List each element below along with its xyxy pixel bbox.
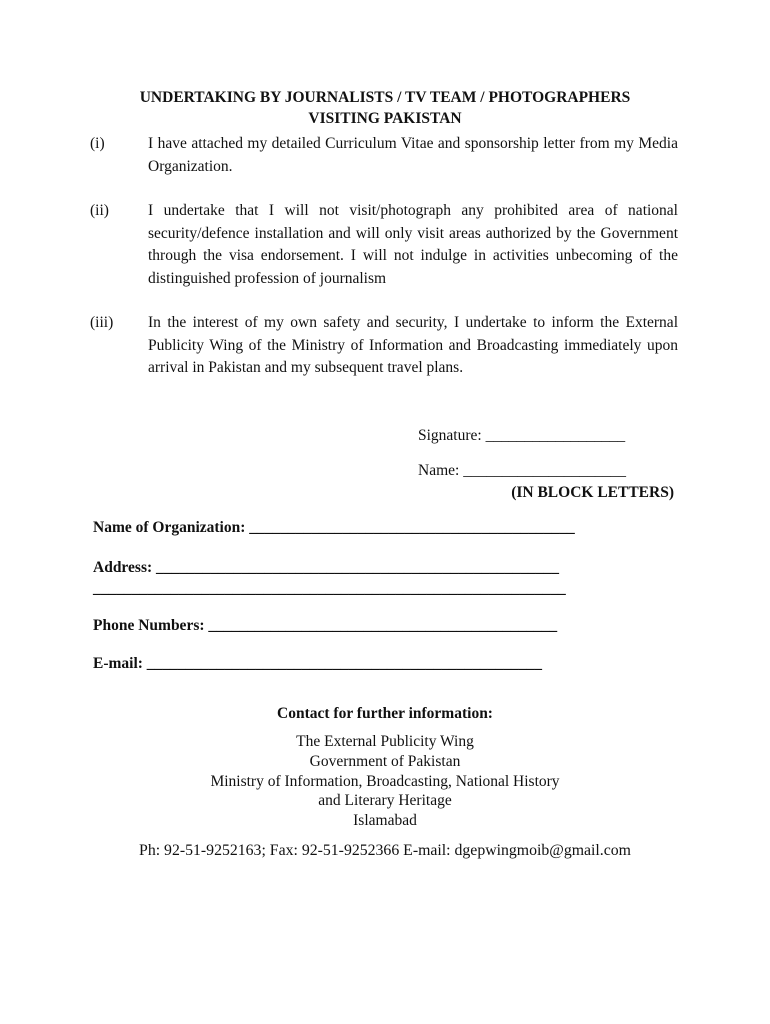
item-text: In the interest of my own safety and security, I undertake to inform the External Publicity Wing of the Ministry of Information and Broadcasting immediately upon arrival in Pakistan and my subsequent travel plans. — [148, 314, 678, 376]
undertaking-item-3 — [90, 312, 678, 380]
contact-line: and Literary Heritage — [318, 792, 452, 810]
email-field[interactable]: E-mail: ___________________________________________________ — [93, 655, 543, 672]
signature-field[interactable]: Signature: __________________ — [418, 427, 626, 444]
contact-line: The External Publicity Wing — [296, 733, 474, 750]
item-text: I have attached my detailed Curriculum Vitae and sponsorship letter from my Media Organization. — [148, 135, 678, 175]
document-title — [92, 87, 678, 129]
contact-address-block — [0, 732, 770, 831]
address-field[interactable]: Address: ____________________________________________________ — [93, 559, 560, 576]
organization-field[interactable]: Name of Organization: __________________________________________ — [93, 519, 575, 536]
undertaking-item-1 — [90, 133, 678, 178]
address-field-line-2[interactable]: _____________________________________________________________ — [93, 580, 566, 597]
item-number: (iii) — [90, 314, 114, 331]
name-field[interactable]: Name: _____________________ — [418, 462, 626, 479]
title-line-2: VISITING PAKISTAN — [308, 110, 462, 127]
item-number: (ii) — [90, 202, 109, 219]
contact-heading: Contact for further information: — [277, 705, 493, 722]
item-text: I undertake that I will not visit/photograph any prohibited area of national security/defence installation and will only visit areas authorized by the Government through the visa endorsement. I will not indulge in activities unbecoming of the distinguished profession of journalism — [148, 202, 678, 287]
contact-line: Ministry of Information, Broadcasting, National History — [210, 772, 560, 790]
contact-phone-fax-email: Ph: 92-51-9252163; Fax: 92-51-9252366 E-mail: dgepwingmoib@gmail.com — [139, 842, 631, 859]
contact-line: Government of Pakistan — [309, 752, 461, 770]
contact-line: Islamabad — [353, 812, 417, 830]
title-line-1: UNDERTAKING BY JOURNALISTS / TV TEAM / PHOTOGRAPHERS — [139, 89, 631, 106]
undertaking-item-2 — [90, 200, 678, 290]
phone-numbers-field[interactable]: Phone Numbers: _____________________________________________ — [93, 617, 558, 634]
item-number: (i) — [90, 135, 105, 152]
block-letters-note: (IN BLOCK LETTERS) — [511, 484, 674, 501]
